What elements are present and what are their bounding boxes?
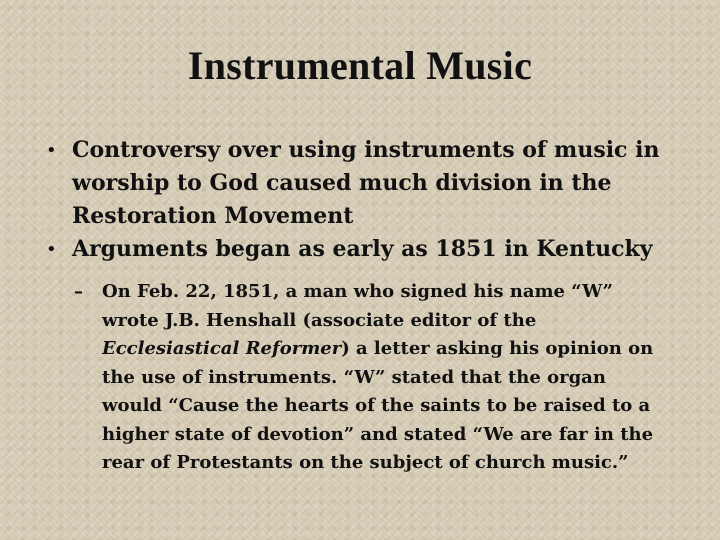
- bullet-list: [46, 134, 686, 478]
- bullet-item: [46, 134, 686, 233]
- publication-title: Ecclesiastical Reformer: [102, 338, 342, 359]
- bullet-marker: •: [46, 140, 57, 161]
- sub-bullet-text-part2: ) a letter asking his opinion on the use of instruments. “W” stated that the organ would “Cause the hearts of the saints to be raised to a higher state of devotion” and stated “We are far in the rear of Protestants on the subject of church music.”: [102, 338, 654, 473]
- bullet-text: Arguments began as early as 1851 in Kentucky: [72, 236, 653, 262]
- sub-bullet-marker: –: [74, 281, 83, 302]
- slide-title: Instrumental Music: [187, 43, 533, 88]
- bullet-item: [46, 233, 686, 266]
- bullet-marker: •: [46, 239, 57, 260]
- bullet-text: Controversy over using instruments of music in worship to God caused much division in the Restoration Movement: [72, 137, 660, 229]
- sub-bullet-text-part1: On Feb. 22, 1851, a man who signed his name “W” wrote J.B. Henshall (associate editor of the: [102, 281, 614, 331]
- sub-bullet-item: [74, 278, 686, 478]
- sub-bullet-text: [102, 278, 668, 478]
